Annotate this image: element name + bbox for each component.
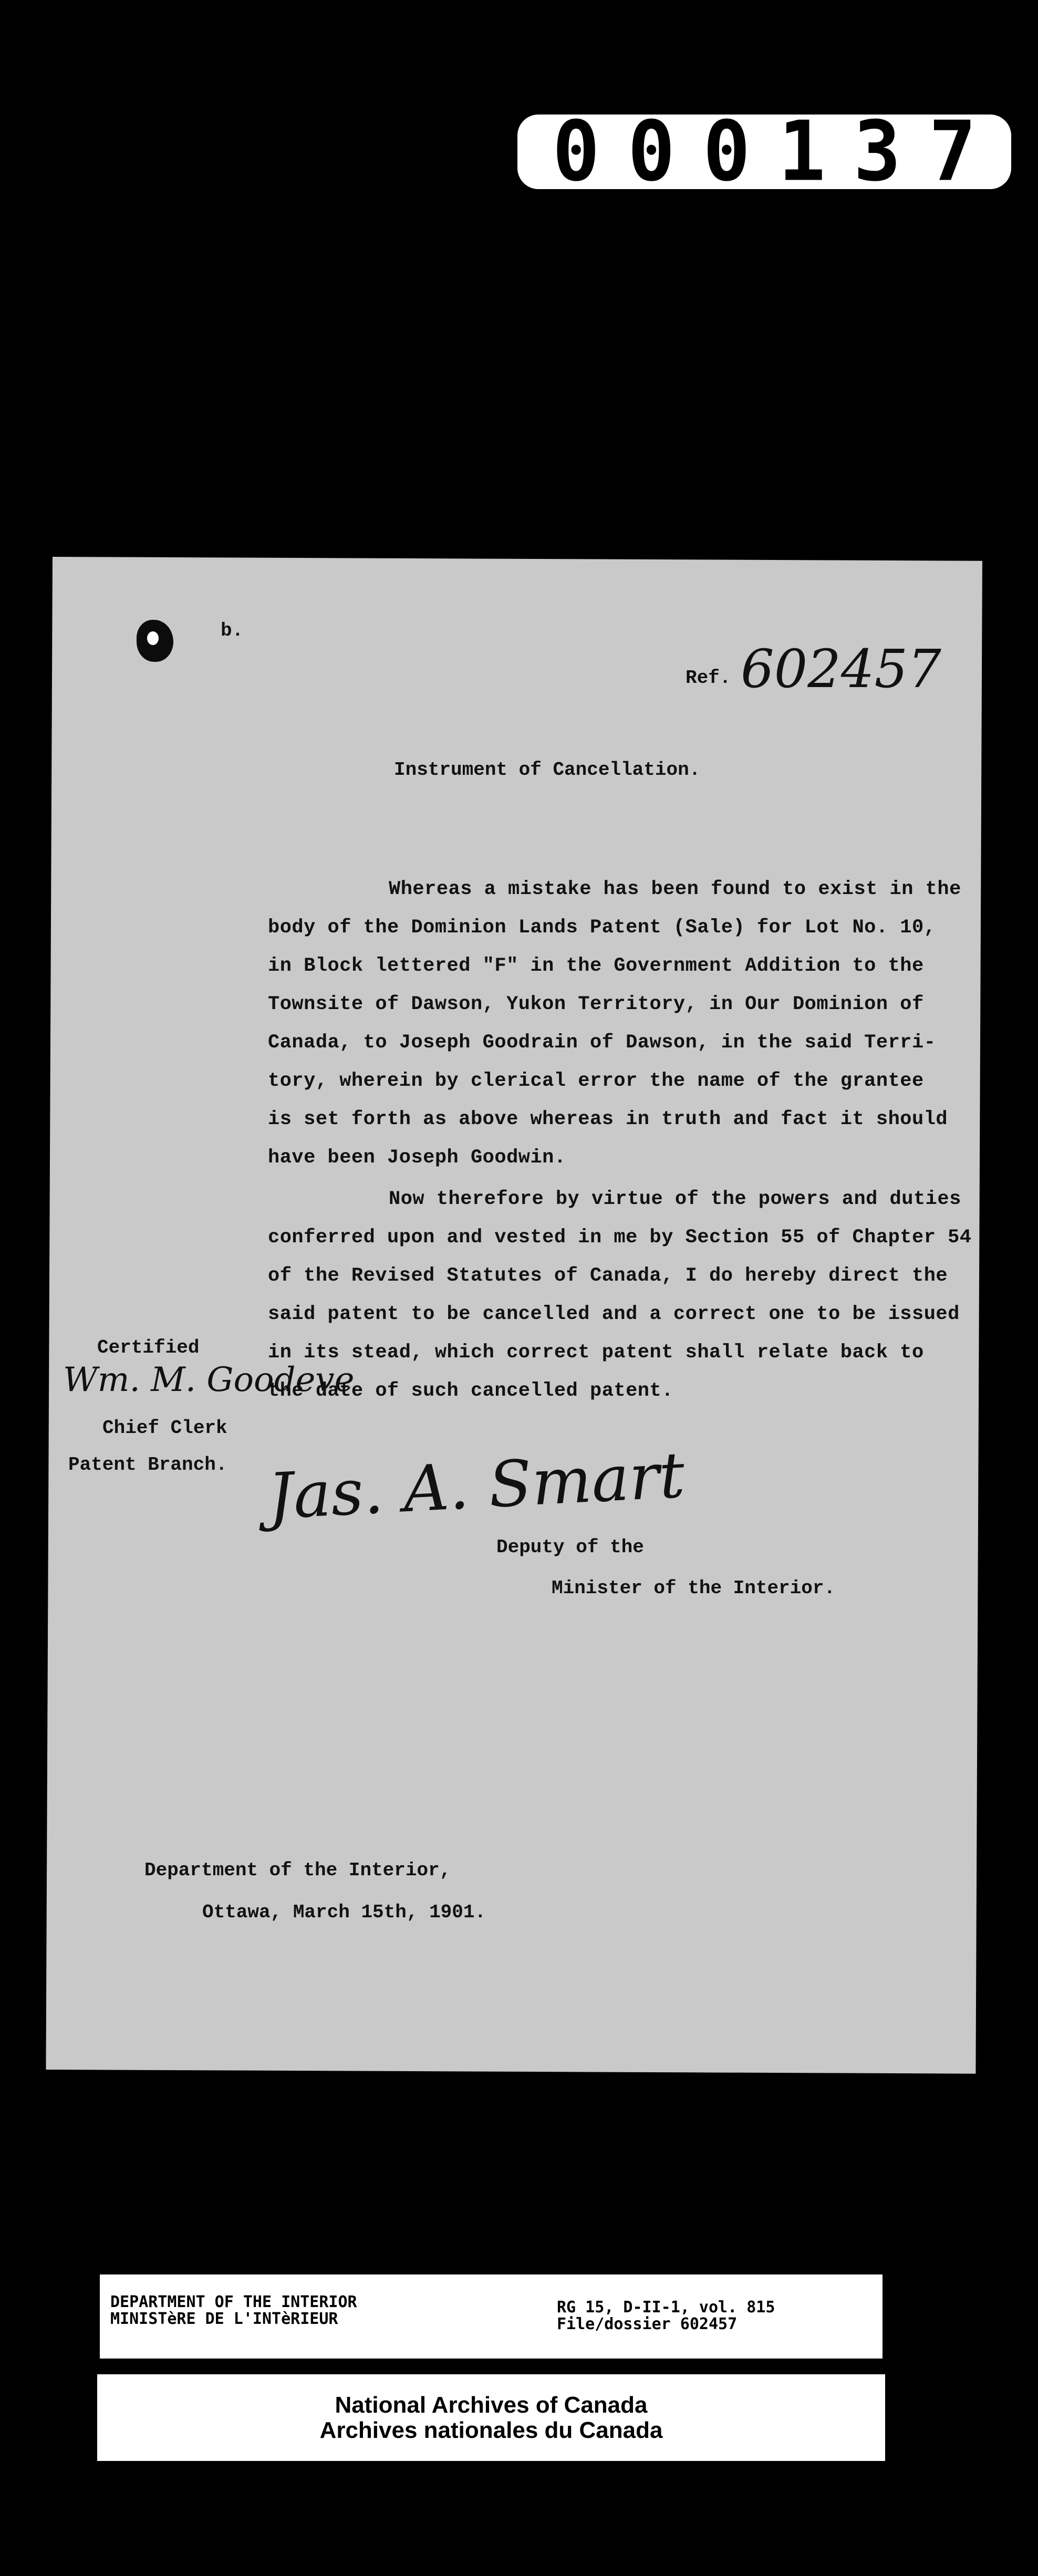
body-line: body of the Dominion Lands Patent (Sale) for Lot No. 10, (268, 917, 936, 939)
frame-digit: 1 (778, 103, 826, 200)
archives-label-box (97, 2374, 885, 2461)
body-line: the date of such cancelled patent. (268, 1380, 673, 1402)
patent-branch-label: Patent Branch. (68, 1454, 227, 1476)
body-line: in its stead, which correct patent shall relate back to (268, 1342, 924, 1364)
deputy-title-line2: Minister of the Interior. (552, 1577, 836, 1599)
archives-name-fr: Archives nationales du Canada (319, 2417, 663, 2443)
body-line: said patent to be cancelled and a correct one to be issued (268, 1303, 960, 1325)
item-letter: b. (221, 620, 244, 641)
body-line: tory, wherein by clerical error the name of the grantee (268, 1070, 924, 1092)
body-line: of the Revised Statutes of Canada, I do hereby direct the (268, 1265, 948, 1287)
deputy-title-line1: Deputy of the (496, 1536, 644, 1558)
archives-name-en: National Archives of Canada (335, 2392, 648, 2418)
department-fr: MINISTèRE DE L'INTèRIEUR (110, 2310, 338, 2328)
ref-handwritten-number: 602457 (741, 638, 941, 700)
body-line: Canada, to Joseph Goodrain of Dawson, in the said Terri- (268, 1032, 936, 1054)
body-line: Townsite of Dawson, Yukon Territory, in Our Dominion of (268, 993, 924, 1015)
frame-number-label (517, 103, 1011, 200)
body-line: Whereas a mistake has been found to exist in the (389, 878, 961, 900)
certified-signature: Wm. M. Goodeve (63, 1360, 355, 1399)
chief-clerk-label: Chief Clerk (102, 1417, 227, 1439)
punch-hole-stain (137, 620, 173, 662)
date-line: Ottawa, March 15th, 1901. (202, 1902, 486, 1923)
body-line: Now therefore by virtue of the powers and duties (389, 1188, 961, 1210)
body-line: conferred upon and vested in me by Section 55 of Chapter 54 (268, 1227, 972, 1249)
body-line: is set forth as above whereas in truth and fact it should (268, 1108, 948, 1130)
body-line: have been Joseph Goodwin. (268, 1147, 566, 1169)
document-title: Instrument of Cancellation. (394, 759, 701, 781)
ref-label: Ref. (686, 667, 731, 689)
frame-digit: 7 (929, 103, 977, 200)
archive-reference-box (100, 2274, 883, 2359)
body-line: in Block lettered "F" in the Government Addition to the (268, 955, 924, 977)
department-en: DEPARTMENT OF THE INTERIOR (110, 2293, 357, 2311)
deputy-signature: Jas. A. Smart (266, 1439, 687, 1534)
rg-reference: RG 15, D-II-1, vol. 815 (557, 2298, 775, 2317)
frame-digit: 0 (552, 103, 600, 200)
certified-label: Certified (97, 1337, 200, 1358)
file-reference: File/dossier 602457 (557, 2315, 738, 2333)
department-line: Department of the Interior, (144, 1860, 451, 1881)
frame-digit: 3 (853, 103, 901, 200)
frame-digit: 0 (627, 103, 676, 200)
frame-digit: 0 (703, 103, 751, 200)
